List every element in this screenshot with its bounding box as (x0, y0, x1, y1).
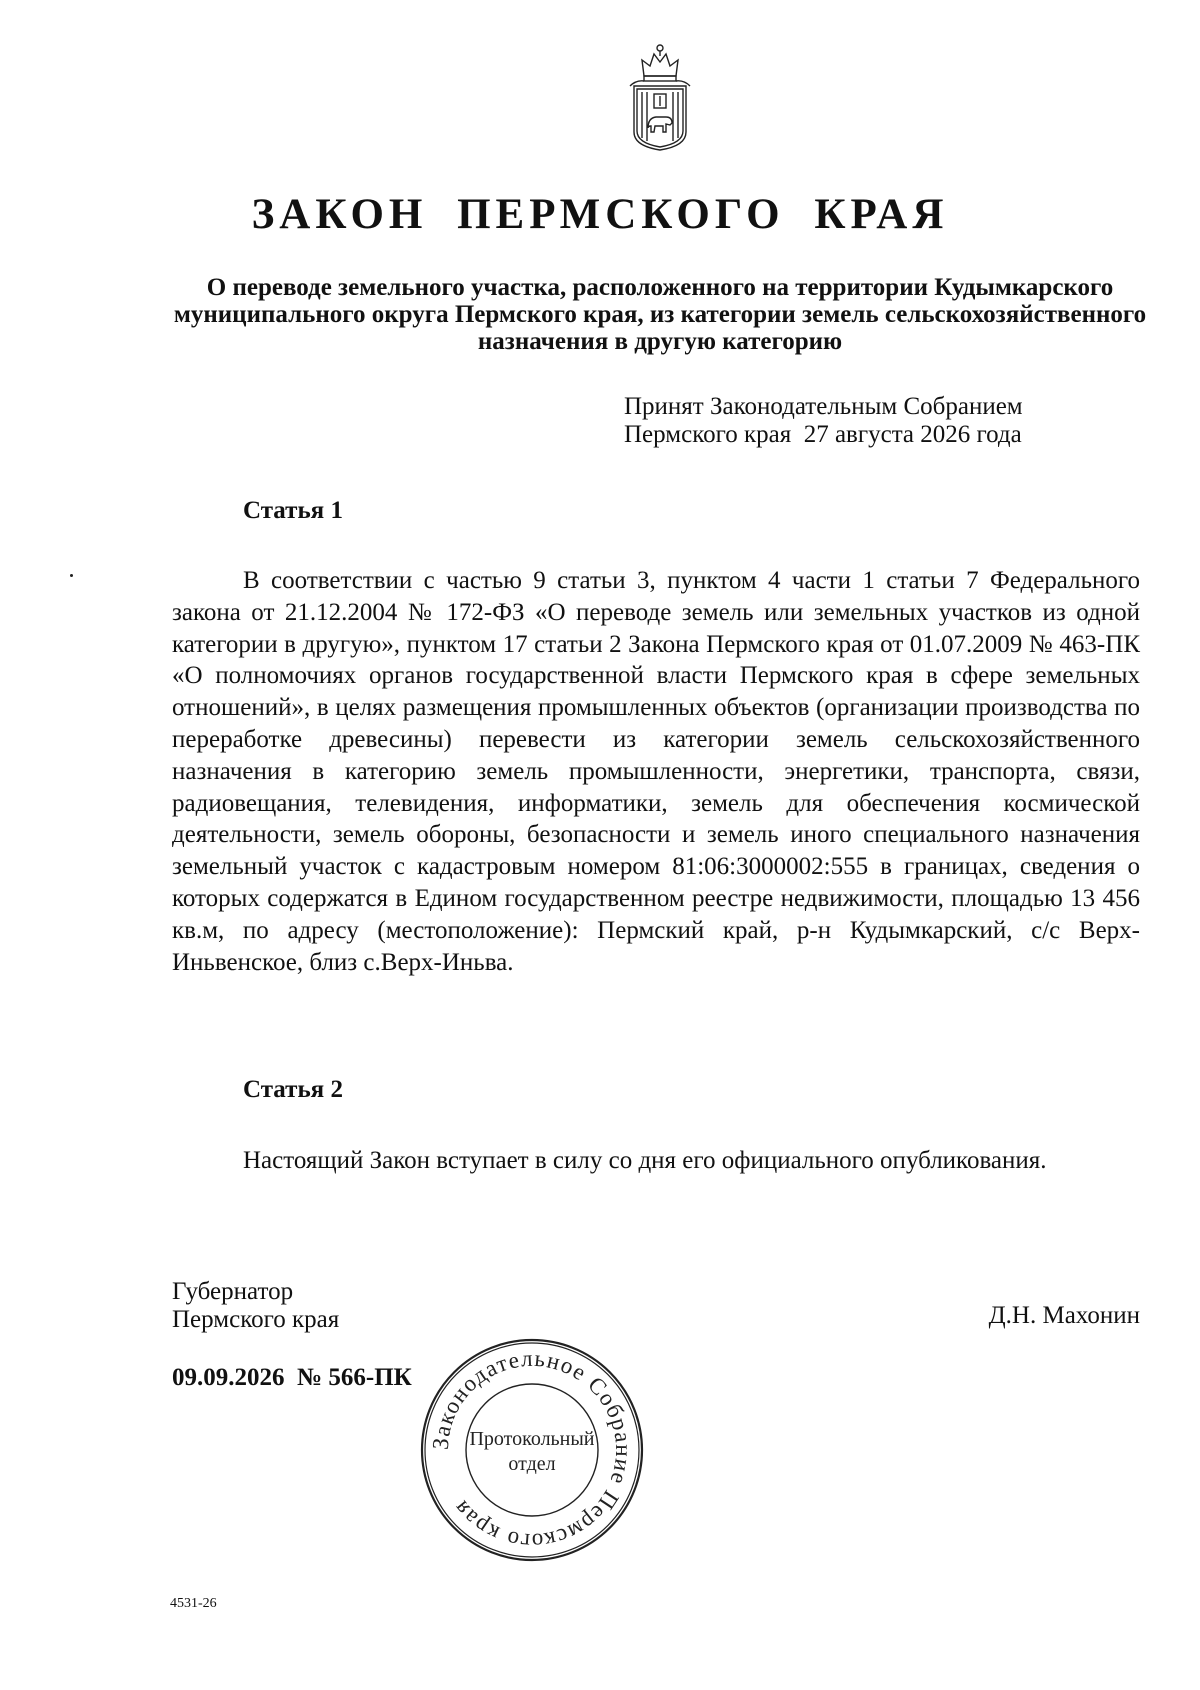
svg-text:Законодательное Собрание Пермс (428, 1346, 636, 1554)
article-1-paragraph: В соответствии с частью 9 статьи 3, пунктом 4 части 1 статьи 7 Федерального закона от 21.12.2004 № 172-ФЗ «О переводе земель или земельных участков из одной категории в другую», пунктом 17 статьи 2 Закона Пермского края от 01.07.2009 № 463-ПК «О полномочиях органов государственной власти Пермского края в сфере земельных отношений», в целях размещения промышленных объектов (организации производства по переработке древесины) перевести из категории земель сельскохозяйственного назначения в категорию земель промышленности, энергетики, транспорта, связи, радиовещания, телевидения, информатики, земель для обеспечения космической деятельности, земель обороны, безопасности и земель иного специального назначения земельный участок с кадастровым номером 81:06:3000002:555 в границах, сведения о которых содержатся в Едином государственном реестре недвижимости, площадью 13 456 кв.м, по адресу (местоположение): Пермский край, р-н Кудымкарский, с/с Верх-Иньвенское, близ с.Верх-Иньва. (172, 567, 1140, 976)
article-1-heading: Статья 1 (243, 497, 343, 524)
article-2-paragraph: Настоящий Закон вступает в силу со дня его официального опубликования. (243, 1147, 1047, 1174)
footer-code: 4531-26 (170, 1596, 217, 1611)
governor-title-line-1: Губернатор (172, 1278, 294, 1305)
perm-krai-coat-of-arms-icon (626, 40, 694, 152)
official-stamp (418, 1336, 646, 1564)
governor-title (172, 1278, 339, 1334)
scan-speck (70, 574, 73, 577)
adoption-line-2: Пермского края 27 августа 2026 года (624, 421, 1022, 448)
stamp-center-line-2: отдел (508, 1453, 556, 1475)
article-1-body (172, 565, 1140, 978)
governor-name: Д.Н. Махонин (988, 1302, 1140, 1329)
stamp-ring-text: Законодательное Собрание Пермского края (427, 1345, 637, 1555)
stamp-center-line-1: Протокольный (469, 1428, 595, 1450)
law-title: ЗАКОН ПЕРМСКОГО КРАЯ (251, 191, 949, 238)
governor-title-line-2: Пермского края (172, 1306, 340, 1333)
document-number: 09.09.2026 № 566-ПК (172, 1364, 412, 1391)
article-2-body (172, 1145, 1140, 1177)
adoption-line-1: Принят Законодательным Собранием (624, 393, 1023, 420)
article-2-heading: Статья 2 (243, 1076, 343, 1103)
law-subtitle: О переводе земельного участка, расположенного на территории Кудымкарского муниципального округа Пермского края, из категории земель сельскохозяйственного назначения в другую категорию (173, 274, 1147, 355)
adoption-note (624, 393, 1144, 449)
